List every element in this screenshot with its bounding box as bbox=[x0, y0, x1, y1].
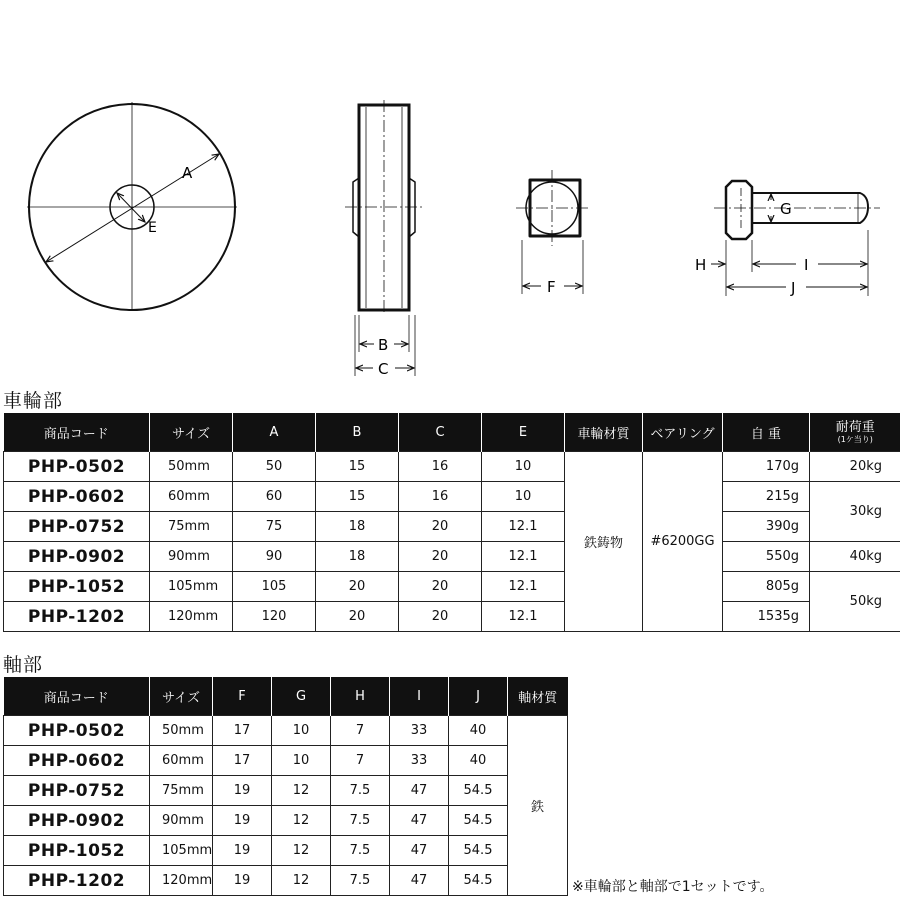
j-cell: 40 bbox=[449, 746, 508, 776]
h-cell: 7.5 bbox=[331, 806, 390, 836]
g-cell: 12 bbox=[272, 866, 331, 896]
weight-cell: 1535g bbox=[723, 602, 810, 632]
c-cell: 16 bbox=[399, 482, 482, 512]
f-cell: 19 bbox=[213, 866, 272, 896]
b-cell: 18 bbox=[316, 542, 399, 572]
a-cell: 60 bbox=[233, 482, 316, 512]
axle-section-title: 軸部 bbox=[3, 654, 44, 676]
table-row bbox=[4, 806, 568, 836]
e-cell: 12.1 bbox=[482, 602, 565, 632]
i-cell: 47 bbox=[390, 776, 449, 806]
weight-cell: 550g bbox=[723, 542, 810, 572]
product-code: PHP-0602 bbox=[4, 482, 150, 512]
label-j: J bbox=[791, 279, 796, 297]
load-cell: 30kg bbox=[810, 482, 900, 542]
h-cell: 7.5 bbox=[331, 776, 390, 806]
axle-material-cell: 鉄 bbox=[508, 716, 568, 896]
i-cell: 33 bbox=[390, 746, 449, 776]
header-a: A bbox=[233, 413, 316, 452]
header-product-code: 商品コード bbox=[4, 677, 150, 716]
b-cell: 18 bbox=[316, 512, 399, 542]
i-cell: 47 bbox=[390, 806, 449, 836]
bearing-cell: #6200GG bbox=[643, 452, 723, 632]
wheel-header-row bbox=[4, 413, 900, 452]
table-row bbox=[4, 482, 900, 512]
table-row bbox=[4, 452, 900, 482]
e-cell: 10 bbox=[482, 482, 565, 512]
table-row bbox=[4, 776, 568, 806]
product-code: PHP-0752 bbox=[4, 776, 150, 806]
e-cell: 12.1 bbox=[482, 512, 565, 542]
a-cell: 120 bbox=[233, 602, 316, 632]
header-i: I bbox=[390, 677, 449, 716]
a-cell: 50 bbox=[233, 452, 316, 482]
size-cell: 105mm bbox=[150, 572, 233, 602]
wheel-side-view bbox=[345, 100, 425, 376]
product-code: PHP-1202 bbox=[4, 866, 150, 896]
axle-view bbox=[711, 181, 880, 296]
header-product-code: 商品コード bbox=[4, 413, 150, 452]
product-code: PHP-0502 bbox=[4, 716, 150, 746]
a-cell: 90 bbox=[233, 542, 316, 572]
f-cell: 19 bbox=[213, 776, 272, 806]
wheel-section-title: 車輪部 bbox=[3, 390, 64, 412]
weight-cell: 170g bbox=[723, 452, 810, 482]
product-code: PHP-0602 bbox=[4, 746, 150, 776]
j-cell: 40 bbox=[449, 716, 508, 746]
i-cell: 33 bbox=[390, 716, 449, 746]
size-cell: 105mm bbox=[150, 836, 213, 866]
header-f: F bbox=[213, 677, 272, 716]
table-row bbox=[4, 866, 568, 896]
label-g: G bbox=[780, 200, 792, 218]
b-cell: 15 bbox=[316, 452, 399, 482]
set-note: ※車輪部と軸部で1セットです。 bbox=[572, 879, 774, 895]
header-axle-material: 軸材質 bbox=[508, 677, 568, 716]
header-bearing: ベアリング bbox=[643, 413, 723, 452]
weight-cell: 805g bbox=[723, 572, 810, 602]
product-code: PHP-1202 bbox=[4, 602, 150, 632]
size-cell: 120mm bbox=[150, 866, 213, 896]
label-f: F bbox=[547, 278, 556, 296]
c-cell: 20 bbox=[399, 542, 482, 572]
table-row bbox=[4, 836, 568, 866]
j-cell: 54.5 bbox=[449, 776, 508, 806]
product-code: PHP-0502 bbox=[4, 452, 150, 482]
size-cell: 60mm bbox=[150, 482, 233, 512]
f-cell: 19 bbox=[213, 806, 272, 836]
load-cell: 50kg bbox=[810, 572, 900, 632]
weight-cell: 215g bbox=[723, 482, 810, 512]
f-cell: 17 bbox=[213, 716, 272, 746]
label-h: H bbox=[695, 256, 707, 274]
load-cell: 40kg bbox=[810, 542, 900, 572]
a-cell: 75 bbox=[233, 512, 316, 542]
g-cell: 12 bbox=[272, 806, 331, 836]
label-c: C bbox=[378, 360, 389, 378]
bearing-view bbox=[516, 170, 590, 294]
h-cell: 7.5 bbox=[331, 866, 390, 896]
load-cell: 20kg bbox=[810, 452, 900, 482]
header-wheel-material: 車輪材質 bbox=[565, 413, 643, 452]
load-header-sub: (1ケ当り) bbox=[837, 434, 873, 444]
product-code: PHP-0902 bbox=[4, 806, 150, 836]
product-code: PHP-0752 bbox=[4, 512, 150, 542]
label-i: I bbox=[804, 256, 809, 274]
size-cell: 90mm bbox=[150, 806, 213, 836]
technical-drawings bbox=[0, 0, 900, 390]
b-cell: 15 bbox=[316, 482, 399, 512]
axle-spec-table bbox=[3, 677, 568, 896]
i-cell: 47 bbox=[390, 836, 449, 866]
c-cell: 16 bbox=[399, 452, 482, 482]
weight-cell: 390g bbox=[723, 512, 810, 542]
e-cell: 10 bbox=[482, 452, 565, 482]
size-cell: 60mm bbox=[150, 746, 213, 776]
c-cell: 20 bbox=[399, 512, 482, 542]
h-cell: 7.5 bbox=[331, 836, 390, 866]
table-row bbox=[4, 602, 900, 632]
f-cell: 17 bbox=[213, 746, 272, 776]
product-code: PHP-1052 bbox=[4, 572, 150, 602]
header-h: H bbox=[331, 677, 390, 716]
b-cell: 20 bbox=[316, 602, 399, 632]
j-cell: 54.5 bbox=[449, 806, 508, 836]
size-cell: 50mm bbox=[150, 452, 233, 482]
header-weight: 自 重 bbox=[723, 413, 810, 452]
j-cell: 54.5 bbox=[449, 866, 508, 896]
header-size: サイズ bbox=[150, 413, 233, 452]
g-cell: 10 bbox=[272, 716, 331, 746]
wheel-spec-table bbox=[3, 413, 900, 632]
label-b: B bbox=[378, 336, 389, 354]
j-cell: 54.5 bbox=[449, 836, 508, 866]
header-c: C bbox=[399, 413, 482, 452]
label-a: A bbox=[182, 164, 193, 182]
c-cell: 20 bbox=[399, 602, 482, 632]
b-cell: 20 bbox=[316, 572, 399, 602]
wheel-front-view bbox=[27, 102, 237, 310]
size-cell: 50mm bbox=[150, 716, 213, 746]
h-cell: 7 bbox=[331, 716, 390, 746]
label-e: E bbox=[148, 220, 157, 236]
g-cell: 10 bbox=[272, 746, 331, 776]
size-cell: 90mm bbox=[150, 542, 233, 572]
c-cell: 20 bbox=[399, 572, 482, 602]
table-row bbox=[4, 572, 900, 602]
header-j: J bbox=[449, 677, 508, 716]
size-cell: 120mm bbox=[150, 602, 233, 632]
size-cell: 75mm bbox=[150, 776, 213, 806]
header-load-capacity bbox=[810, 413, 900, 452]
wheel-material-cell: 鉄鋳物 bbox=[565, 452, 643, 632]
a-cell: 105 bbox=[233, 572, 316, 602]
i-cell: 47 bbox=[390, 866, 449, 896]
e-cell: 12.1 bbox=[482, 542, 565, 572]
header-b: B bbox=[316, 413, 399, 452]
size-cell: 75mm bbox=[150, 512, 233, 542]
load-header-main: 耐荷重 bbox=[835, 419, 875, 435]
header-g: G bbox=[272, 677, 331, 716]
table-row bbox=[4, 542, 900, 572]
f-cell: 19 bbox=[213, 836, 272, 866]
product-code: PHP-1052 bbox=[4, 836, 150, 866]
g-cell: 12 bbox=[272, 776, 331, 806]
g-cell: 12 bbox=[272, 836, 331, 866]
axle-header-row bbox=[4, 677, 568, 716]
product-code: PHP-0902 bbox=[4, 542, 150, 572]
table-row bbox=[4, 716, 568, 746]
header-e: E bbox=[482, 413, 565, 452]
h-cell: 7 bbox=[331, 746, 390, 776]
table-row bbox=[4, 746, 568, 776]
header-size: サイズ bbox=[150, 677, 213, 716]
e-cell: 12.1 bbox=[482, 572, 565, 602]
table-row bbox=[4, 512, 900, 542]
